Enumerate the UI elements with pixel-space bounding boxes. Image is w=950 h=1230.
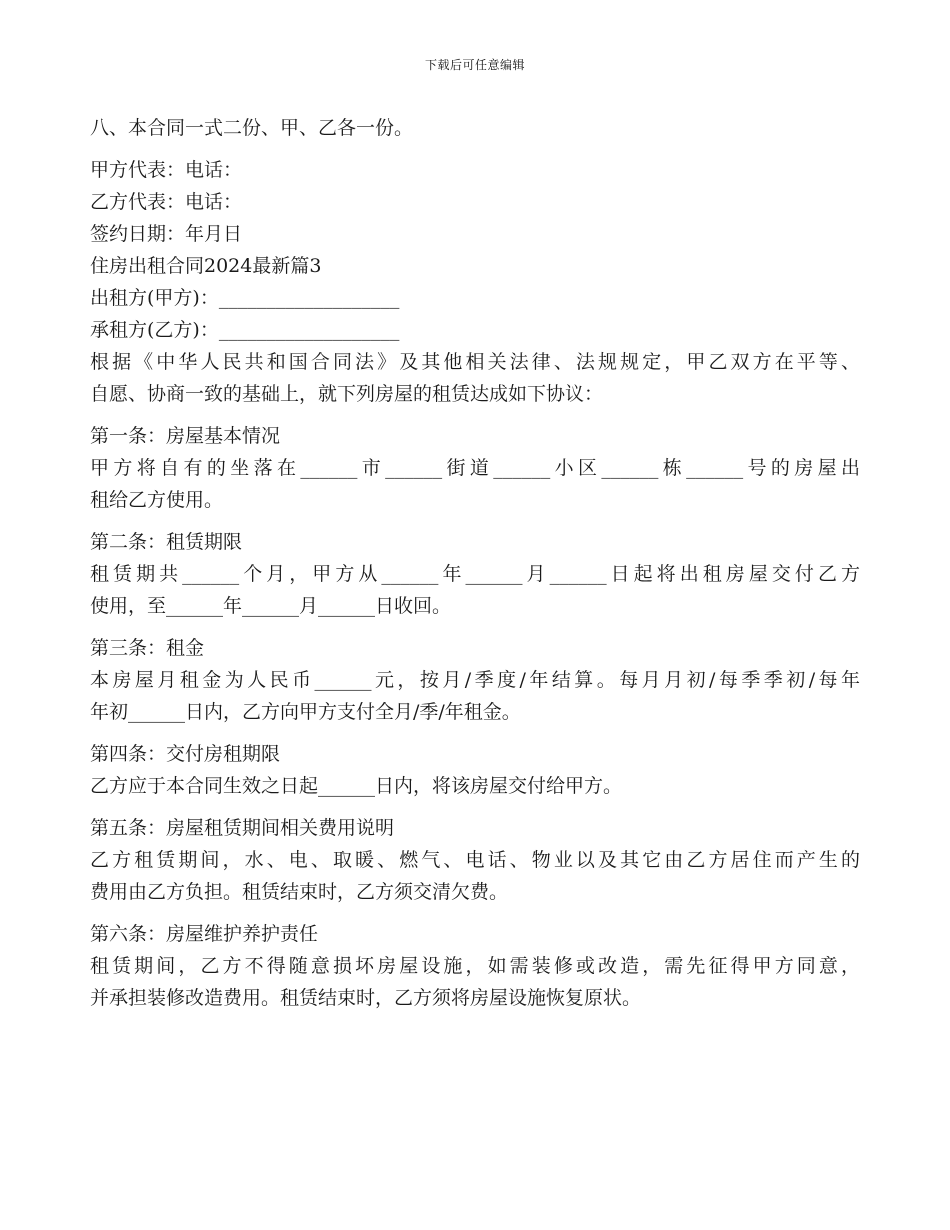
article-5-line-2: 费用由乙方负担。租赁结束时，乙方须交清欠费。 bbox=[90, 881, 509, 903]
article-2-line-2: 使用，至______年______月______日收回。 bbox=[90, 595, 452, 617]
party-a-representative: 甲方代表：电话： bbox=[90, 159, 243, 181]
document-body bbox=[90, 112, 860, 1014]
article-6-line-2: 并承担装修改造费用。租赁结束时，乙方须将房屋设施恢复原状。 bbox=[90, 987, 642, 1009]
preamble-line-2: 自愿、协商一致的基础上，就下列房屋的租赁达成如下协议： bbox=[90, 383, 604, 405]
article-1-title: 第一条：房屋基本情况 bbox=[90, 425, 281, 447]
article-3-line-2: 年初______日内，乙方向甲方支付全月/季/年租金。 bbox=[90, 701, 521, 723]
article-1-line-2: 租给乙方使用。 bbox=[90, 489, 224, 511]
article-6-line-1: 租赁期间，乙方不得随意损坏房屋设施，如需装修或改造，需先征得甲方同意， bbox=[90, 955, 860, 977]
lessee-line: 承租方(乙方)：___________________ bbox=[90, 319, 400, 341]
page-header: 下载后可任意编辑 bbox=[424, 58, 525, 72]
article-5-line-1: 乙方租赁期间，水、电、取暖、燃气、电话、物业以及其它由乙方居住而产生的 bbox=[90, 849, 860, 871]
signing-date: 签约日期：年月日 bbox=[90, 223, 243, 245]
article-3-line-1: 本房屋月租金为人民币______元，按月/季度/年结算。每月月初/每季季初/每年 bbox=[90, 669, 860, 691]
lessor-line: 出租方(甲方)：___________________ bbox=[90, 287, 400, 309]
clause-eight: 八、本合同一式二份、甲、乙各一份。 bbox=[90, 117, 414, 139]
preamble-line-1: 根据《中华人民共和国合同法》及其他相关法律、法规规定，甲乙双方在平等、 bbox=[90, 351, 860, 373]
article-2-line-1: 租赁期共______个月，甲方从______年______月______日起将出租房屋交付乙方 bbox=[90, 563, 860, 585]
article-6-title: 第六条：房屋维护养护责任 bbox=[90, 923, 319, 945]
article-4-title: 第四条：交付房租期限 bbox=[90, 743, 281, 765]
article-3-title: 第三条：租金 bbox=[90, 637, 205, 659]
section-title: 住房出租合同2024最新篇3 bbox=[90, 255, 322, 277]
article-4-line-1: 乙方应于本合同生效之日起______日内，将该房屋交付给甲方。 bbox=[90, 775, 623, 797]
party-b-representative: 乙方代表：电话： bbox=[90, 191, 243, 213]
article-5-title: 第五条：房屋租赁期间相关费用说明 bbox=[90, 817, 395, 839]
article-2-title: 第二条：租赁期限 bbox=[90, 531, 243, 553]
article-1-line-1: 甲方将自有的坐落在______市______街道______小区______栋______号的房屋出 bbox=[90, 457, 860, 479]
